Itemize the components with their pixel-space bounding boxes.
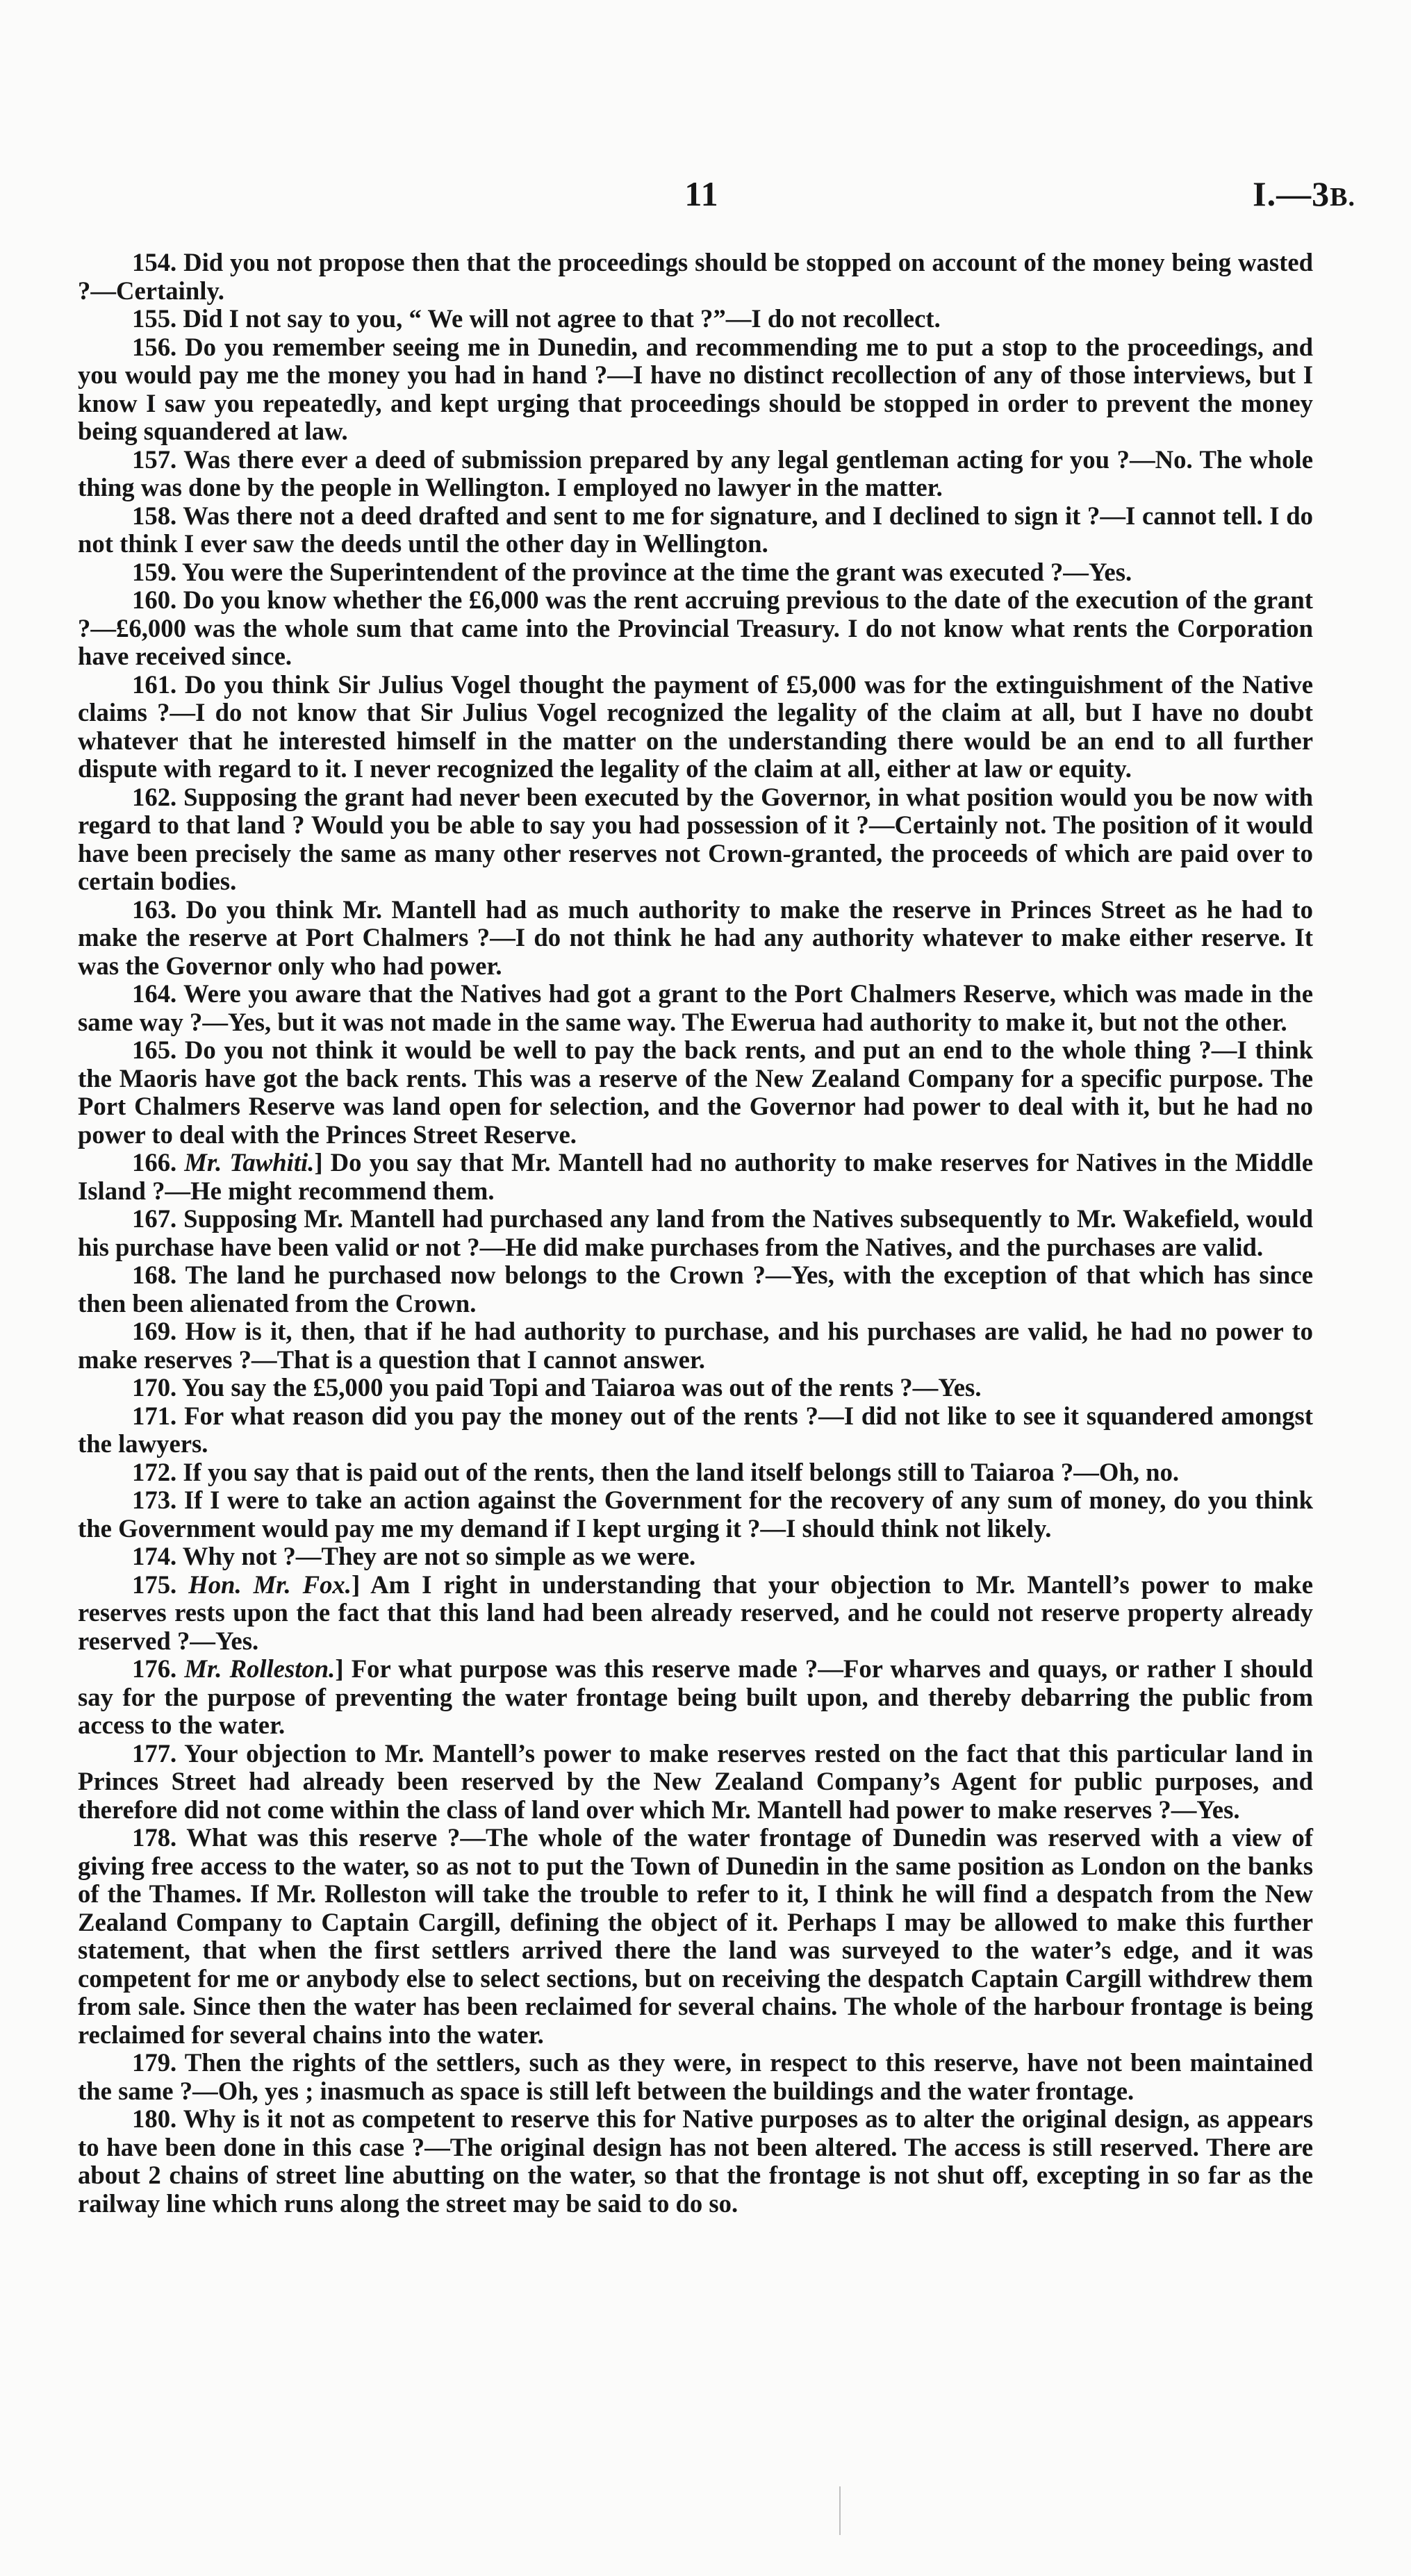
question-number: 165: [132, 1036, 171, 1064]
question-answer-179: 179. Then the rights of the settlers, such as they were, in respect to this reserve, have not been maintained the same ?—Oh, yes ; inasmuch as space is still left between the buildings and the water frontage.: [78, 2048, 1313, 2105]
question-answer-text: Why is it not as competent to reserve this for Native purposes as to alter the original design, as appears to have been done in this case ?—The original design has not been altered. The access is still reserved. There are about 2 chains of street line abutting on the water, so that the frontage is not shut off, excepting in so far as the railway line which runs along the street may be said to do so.: [78, 2104, 1313, 2218]
page-number: 11: [684, 174, 719, 213]
question-number: 158: [132, 501, 171, 530]
question-answer-166: 166. Mr. Tawhiti.] Do you say that Mr. Mantell had no authority to make reserves for Natives in the Middle Island ?—He might recommend them.: [78, 1148, 1314, 1205]
question-answer-170: 170. You say the £5,000 you paid Topi and Taiaroa was out of the rents ?—Yes.: [132, 1373, 982, 1402]
question-answer-text: The land he purchased now belongs to the Crown ?—Yes, with the exception of that which has since then been alienated from the Crown.: [78, 1261, 1313, 1318]
question-answer-text: Do you think Mr. Mantell had as much authority to make the reserve in Princes Street as he had to make the reserve at Port Chalmers ?—I do not think he had any authority whatever to make either reserve. It was the Governor only who had power.: [78, 895, 1314, 980]
question-answer-text: Do you think Sir Julius Vogel thought the payment of £5,000 was for the extinguishment of the Native claims ?—I do not know that Sir Julius Vogel recognized the legality of the claim at all, but I have no doubt whatever that he interested himself in the matter on the understanding there would be an end to all further dispute with regard to it. I never recognized the legality of the claim at all, either at law or equity.: [78, 670, 1314, 783]
question-number: 171: [132, 1401, 171, 1430]
question-answer-text: What was this reserve ?—The whole of the water frontage of Dunedin was reserved with a view of giving free access to the water, so as not to put the Town of Dunedin in the same position as London on the banks of the Thames. If Mr. Rolleston will take the trouble to refer to it, I think he will find a despatch from the New Zealand Company to Captain Cargill, defining the object of it. Perhaps I may be allowed to make this further statement, that when the first settlers arrived there the land was surveyed to the water’s edge, and it was competent for me or anybody else to select sections, but on receiving the despatch Captain Cargill withdrew them from sale. Since then the water has been reclaimed for several chains. The whole of the harbour frontage is being reclaimed for several chains into the water.: [78, 1823, 1313, 2049]
question-number: 168: [132, 1261, 171, 1289]
question-answer-156: 156. Do you remember seeing me in Dunedin, and recommending me to put a stop to the proceedings, and you would pay me the money you had in hand ?—I have no distinct recollection of any of those interviews, but I know I saw you repeatedly, and kept urging that proceedings should be stopped in order to prevent the money being squandered at law.: [78, 332, 1313, 445]
question-answer-154: 154. Did you not propose then that the proceedings should be stopped on account of the money being wasted ?—Certainly.: [78, 248, 1314, 305]
question-answer-text: If you say that is paid out of the rents, then the land itself belongs still to Taiaroa ?—Oh, no.: [183, 1457, 1180, 1486]
question-number: 154: [132, 248, 171, 276]
question-number: 172: [132, 1457, 171, 1486]
question-answer-159: 159. You were the Superintendent of the province at the time the grant was executed ?—Yes.: [132, 557, 1132, 586]
question-answer-text: Your objection to Mr. Mantell’s power to make reserves rested on the fact that this particular land in Princes Street had already been reserved by the New Zealand Company’s Agent for public purposes, and therefore did not come within the class of land over which Mr. Mantell had power to make reserves ?—Yes.: [78, 1738, 1313, 1824]
document-reference-main: I.—3: [1253, 174, 1330, 213]
question-answer-text: Supposing the grant had never been executed by the Governor, in what position would you be now with regard to that land ? Would you be able to say you had possession of it ?—Certainly not. The position of it would have been precisely the same as many other reserves not Crown-granted, the proceeds of which are paid over to certain bodies.: [78, 782, 1313, 895]
document-reference-suffix: B.: [1330, 183, 1355, 212]
question-answer-text: Then the rights of the settlers, such as they were, in respect to this reserve, have not been maintained the same ?—Oh, yes ; inasmuch as space is still left between the buildings and the water frontage.: [78, 2048, 1313, 2105]
question-number: 176: [132, 1654, 171, 1683]
question-answer-158: 158. Was there not a deed drafted and sent to me for signature, and I declined to sign it ?—I cannot tell. I do not think I ever saw the deeds until the other day in Wellington.: [78, 501, 1313, 558]
question-answer-175: 175. Hon. Mr. Fox.] Am I right in understanding that your objection to Mr. Mantell’s power to make reserves rests upon the fact that this land had been already reserved, and he could not reserve property already reserved ?—Yes.: [78, 1570, 1313, 1655]
question-number: 157: [132, 444, 171, 474]
question-answer-157: 157. Was there ever a deed of submission prepared by any legal gentleman acting for you ?—No. The whole thing was done by the people in Wellington. I employed no lawyer in the matter.: [78, 444, 1313, 501]
question-answer-text: Did I not say to you, “ We will not agree to that ?”—I do not recollect.: [183, 304, 941, 333]
document-reference: [1253, 174, 1355, 214]
question-answer-173: 173. If I were to take an action against the Government for the recovery of any sum of money, do you think the Government would pay me my demand if I kept urging it ?—I should think not likely.: [78, 1486, 1313, 1543]
question-number: 167: [132, 1204, 171, 1233]
question-answer-text: Do you say that Mr. Mantell had no authority to make reserves for Natives in the Middle Island ?—He might recommend them.: [78, 1148, 1314, 1205]
question-answer-text: For what reason did you pay the money out of the rents ?—I did not like to see it squandered amongst the lawyers.: [78, 1401, 1313, 1458]
question-answer-178: 178. What was this reserve ?—The whole of the water frontage of Dunedin was reserved with a view of giving free access to the water, so as not to put the Town of Dunedin in the same position as London on the banks of the Thames. If Mr. Rolleston will take the trouble to refer to it, I think he will find a despatch from the New Zealand Company to Captain Cargill, defining the object of it. Perhaps I may be allowed to make this further statement, that when the first settlers arrived there the land was surveyed to the water’s edge, and it was competent for me or anybody else to select sections, but on receiving the despatch Captain Cargill withdrew them from sale. Since then the water has been reclaimed for several chains. The whole of the harbour frontage is being reclaimed for several chains into the water.: [78, 1823, 1313, 2049]
question-answer-text: Do you know whether the £6,000 was the rent accruing previous to the date of the execution of the grant ?—£6,000 was the whole sum that came into the Provincial Treasury. I do not know what rents the Corporation have received since.: [78, 585, 1313, 670]
question-answer-text: How is it, then, that if he had authority to purchase, and his purchases are valid, he had no power to make reserves ?—That is a question that I cannot answer.: [78, 1317, 1314, 1374]
question-number: 179: [132, 2048, 171, 2077]
question-answer-167: 167. Supposing Mr. Mantell had purchased any land from the Natives subsequently to Mr. Wakefield, would his purchase have been valid or not ?—He did make purchases from the Natives, and the purchases are valid.: [78, 1204, 1314, 1261]
question-number: 175: [132, 1570, 171, 1599]
question-answer-text: Supposing Mr. Mantell had purchased any land from the Natives subsequently to Mr. Wakefield, would his purchase have been valid or not ?—He did make purchases from the Natives, and the purchases are valid.: [78, 1204, 1314, 1261]
question-answer-172: 172. If you say that is paid out of the rents, then the land itself belongs still to Taiaroa ?—Oh, no.: [132, 1457, 1180, 1486]
question-answer-180: 180. Why is it not as competent to reserve this for Native purposes as to alter the original design, as appears to have been done in this case ?—The original design has not been altered. The access is still reserved. There are about 2 chains of street line abutting on the water, so that the frontage is not shut off, excepting in so far as the railway line which runs along the street may be said to do so.: [78, 2104, 1313, 2218]
question-answer-164: 164. Were you aware that the Natives had got a grant to the Port Chalmers Reserve, which was made in the same way ?—Yes, but it was not made in the same way. The Ewerua had authority to make it, but not the other.: [78, 979, 1313, 1036]
question-answer-text: Do you remember seeing me in Dunedin, and recommending me to put a stop to the proceedings, and you would pay me the money you had in hand ?—I have no distinct recollection of any of those interviews, but I know I saw you repeatedly, and kept urging that proceedings should be stopped in order to prevent the money being squandered at law.: [78, 332, 1313, 445]
question-number: 180: [132, 2104, 171, 2133]
question-answer-169: 169. How is it, then, that if he had authority to purchase, and his purchases are valid, he had no power to make reserves ?—That is a question that I cannot answer.: [78, 1317, 1314, 1374]
question-answer-176: 176. Mr. Rolleston.] For what purpose was this reserve made ?—For wharves and quays, or rather I should say for the purpose of preventing the water frontage being built upon, and thereby debarring the public from access to the water.: [78, 1654, 1314, 1739]
question-number: 156: [132, 332, 171, 361]
question-answer-162: 162. Supposing the grant had never been executed by the Governor, in what position would you be now with regard to that land ? Would you be able to say you had possession of it ?—Certainly not. The position of it would have been precisely the same as many other reserves not Crown-granted, the proceeds of which are paid over to certain bodies.: [78, 782, 1313, 895]
question-number: 177: [132, 1738, 171, 1768]
question-answer-177: 177. Your objection to Mr. Mantell’s power to make reserves rested on the fact that this particular land in Princes Street had already been reserved by the New Zealand Company’s Agent for public purposes, and therefore did not come within the class of land over which Mr. Mantell had power to make reserves ?—Yes.: [78, 1738, 1313, 1824]
question-answer-text: Were you aware that the Natives had got a grant to the Port Chalmers Reserve, which was made in the same way ?—Yes, but it was not made in the same way. The Ewerua had authority to make it, but not the other.: [78, 979, 1313, 1036]
question-number: 163: [132, 895, 171, 924]
question-answer-text: Am I right in understanding that your objection to Mr. Mantell’s power to make reserves rests upon the fact that this land had been already reserved, and he could not reserve property already reserved ?—Yes.: [78, 1570, 1313, 1655]
question-answer-160: 160. Do you know whether the £6,000 was the rent accruing previous to the date of the execution of the grant ?—£6,000 was the whole sum that came into the Provincial Treasury. I do not know what rents the Corporation have received since.: [78, 585, 1313, 670]
question-answer-text: Why not ?—They are not so simple as we were.: [182, 1542, 696, 1570]
question-answer-168: 168. The land he purchased now belongs to the Crown ?—Yes, with the exception of that which has since then been alienated from the Crown.: [78, 1261, 1313, 1318]
question-number: 155: [132, 304, 171, 333]
question-answer-155: 155. Did I not say to you, “ We will not agree to that ?”—I do not recollect.: [132, 304, 941, 333]
question-answer-165: 165. Do you not think it would be well to pay the back rents, and put an end to the whole thing ?—I think the Maoris have got the back rents. This was a reserve of the New Zealand Company for a specific purpose. The Port Chalmers Reserve was land open for selection, and the Governor had power to deal with it, but he had no power to deal with the Princes Street Reserve.: [78, 1036, 1314, 1149]
question-answer-161: 161. Do you think Sir Julius Vogel thought the payment of £5,000 was for the extinguishment of the Native claims ?—I do not know that Sir Julius Vogel recognized the legality of the claim at all, but I have no doubt whatever that he interested himself in the matter on the understanding there would be an end to all further dispute with regard to it. I never recognized the legality of the claim at all, either at law or equity.: [78, 670, 1314, 783]
question-answer-text: Did you not propose then that the proceedings should be stopped on account of the money being wasted ?—Certainly.: [78, 248, 1314, 305]
question-number: 162: [132, 782, 171, 811]
question-answer-text: If I were to take an action against the Government for the recovery of any sum of money, do you think the Government would pay me my demand if I kept urging it ?—I should think not likely.: [78, 1486, 1313, 1543]
question-answer-163: 163. Do you think Mr. Mantell had as much authority to make the reserve in Princes Street as he had to make the reserve at Port Chalmers ?—I do not think he had any authority whatever to make either reserve. It was the Governor only who had power.: [78, 895, 1314, 980]
question-answer-text: You were the Superintendent of the province at the time the grant was executed ?—Yes.: [182, 557, 1132, 586]
scan-mark: [839, 2486, 841, 2535]
question-number: 160: [132, 585, 171, 614]
question-number: 170: [132, 1373, 171, 1402]
questioner-name: Hon. Mr. Fox.: [188, 1570, 352, 1599]
question-answer-text: Do you not think it would be well to pay the back rents, and put an end to the whole thing ?—I think the Maoris have got the back rents. This was a reserve of the New Zealand Company for a specific purpose. The Port Chalmers Reserve was land open for selection, and the Governor had power to deal with it, but he had no power to deal with the Princes Street Reserve.: [78, 1036, 1314, 1149]
question-answer-text: For what purpose was this reserve made ?—For wharves and quays, or rather I should say for the purpose of preventing the water frontage being built upon, and thereby debarring the public from access to the water.: [78, 1654, 1314, 1739]
question-number: 174: [132, 1542, 171, 1570]
question-number: 164: [132, 979, 171, 1008]
minutes-of-evidence: [78, 249, 1313, 2218]
question-answer-text: You say the £5,000 you paid Topi and Taiaroa was out of the rents ?—Yes.: [182, 1373, 982, 1402]
question-number: 161: [132, 670, 171, 699]
questioner-name: Mr. Rolleston.: [184, 1654, 336, 1683]
question-answer-text: Was there not a deed drafted and sent to me for signature, and I declined to sign it ?—I cannot tell. I do not think I ever saw the deeds until the other day in Wellington.: [78, 501, 1313, 558]
question-answer-174: 174. Why not ?—They are not so simple as we were.: [132, 1542, 696, 1570]
questioner-name: Mr. Tawhiti.: [184, 1148, 315, 1177]
question-number: 159: [132, 557, 171, 586]
question-answer-171: 171. For what reason did you pay the money out of the rents ?—I did not like to see it squandered amongst the lawyers.: [78, 1401, 1313, 1458]
question-number: 178: [132, 1823, 171, 1852]
question-answer-text: Was there ever a deed of submission prepared by any legal gentleman acting for you ?—No. The whole thing was done by the people in Wellington. I employed no lawyer in the matter.: [78, 444, 1313, 501]
question-number: 166: [132, 1148, 171, 1177]
question-number: 173: [132, 1486, 171, 1514]
question-number: 169: [132, 1317, 171, 1345]
